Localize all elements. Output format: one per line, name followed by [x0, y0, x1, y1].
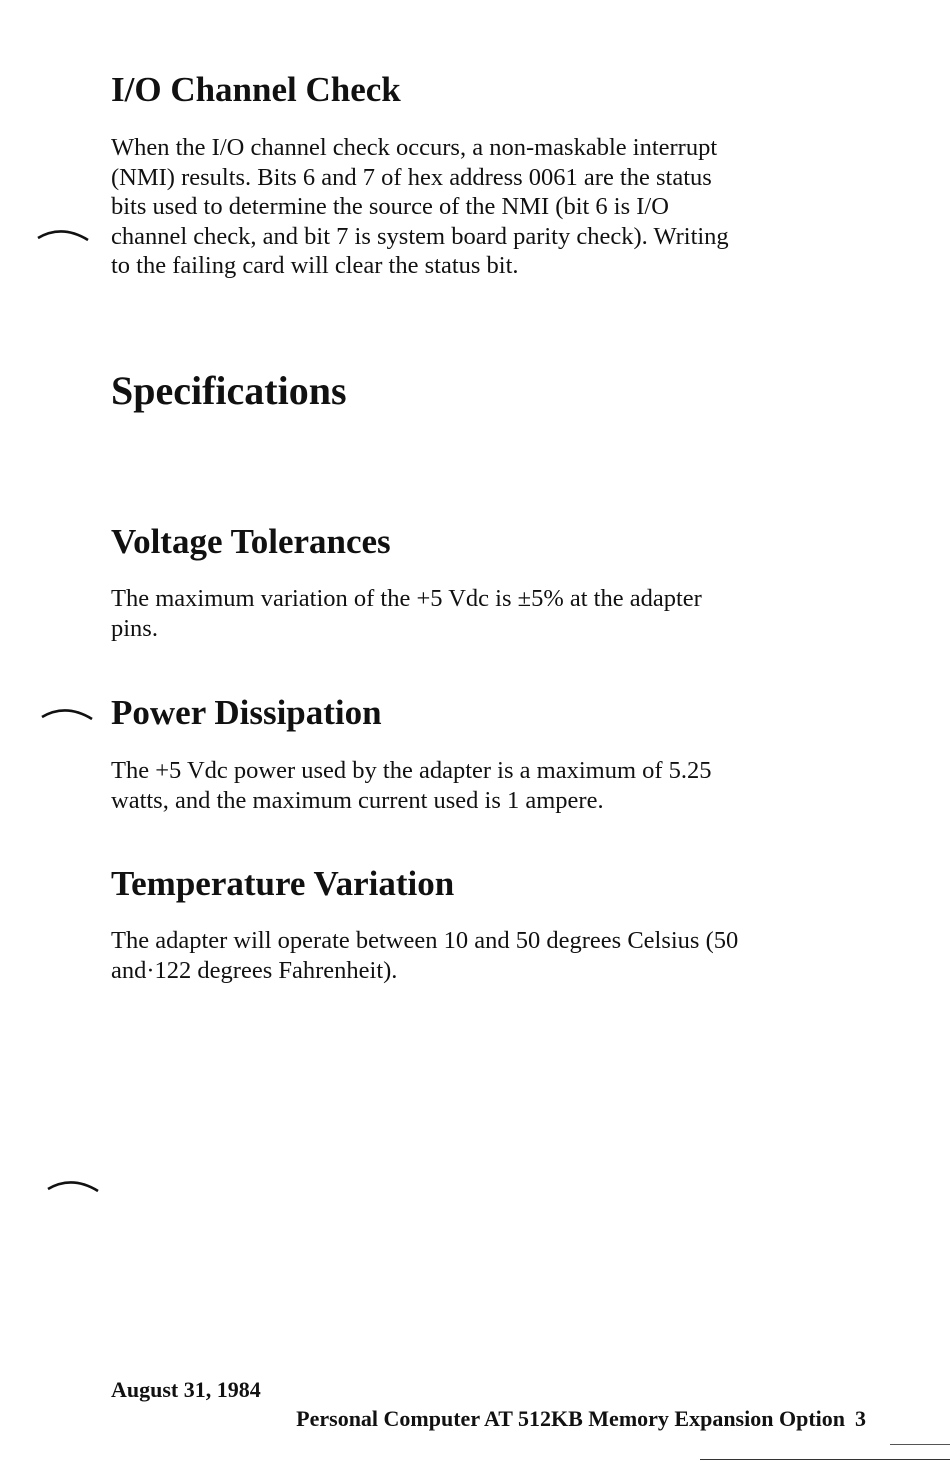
page-number: 3 — [855, 1406, 866, 1431]
text-line: to the failing card will clear the status bit. — [111, 252, 519, 280]
text-line: The maximum variation of the +5 Vdc is ±5% at the adapter — [111, 585, 702, 612]
heading-specifications: Specifications — [111, 368, 347, 413]
heading-power-dissipation: Power Dissipation — [111, 693, 382, 732]
text-line: When the I/O channel check occurs, a non-maskable interrupt — [111, 134, 718, 161]
text-line: The +5 Vdc power used by the adapter is a maximum of 5.25 — [111, 757, 712, 784]
text-line: The adapter will operate between 10 and 50 degrees Celsius (50 — [111, 927, 739, 954]
paragraph-temperature-variation — [111, 926, 851, 985]
paragraph-io-channel-check — [111, 133, 851, 281]
text-line: bits used to determine the source of the NMI (bit 6 is I/O — [111, 193, 669, 221]
heading-voltage-tolerances: Voltage Tolerances — [111, 522, 391, 561]
footer-title-line — [296, 1406, 866, 1432]
footer-title: Personal Computer AT 512KB Memory Expansion Option — [296, 1406, 845, 1431]
text-line: channel check, and bit 7 is system board parity check). Writing — [111, 222, 729, 250]
heading-io-channel-check: I/O Channel Check — [111, 70, 401, 109]
binder-mark-icon — [34, 222, 94, 246]
binder-mark-icon — [38, 701, 98, 725]
heading-temperature-variation: Temperature Variation — [111, 864, 455, 903]
binder-mark-icon — [44, 1173, 104, 1197]
text-line: and·122 degrees Fahrenheit). — [111, 956, 398, 984]
footer-date: August 31, 1984 — [111, 1377, 261, 1402]
text-line: pins. — [111, 614, 158, 642]
paragraph-voltage-tolerances — [111, 584, 851, 643]
paragraph-power-dissipation — [111, 756, 851, 815]
text-line: (NMI) results. Bits 6 and 7 of hex address 0061 are the status — [111, 163, 712, 191]
page-edge-line — [890, 1444, 950, 1445]
page-edge-line — [700, 1459, 950, 1460]
text-line: watts, and the maximum current used is 1 ampere. — [111, 786, 604, 814]
